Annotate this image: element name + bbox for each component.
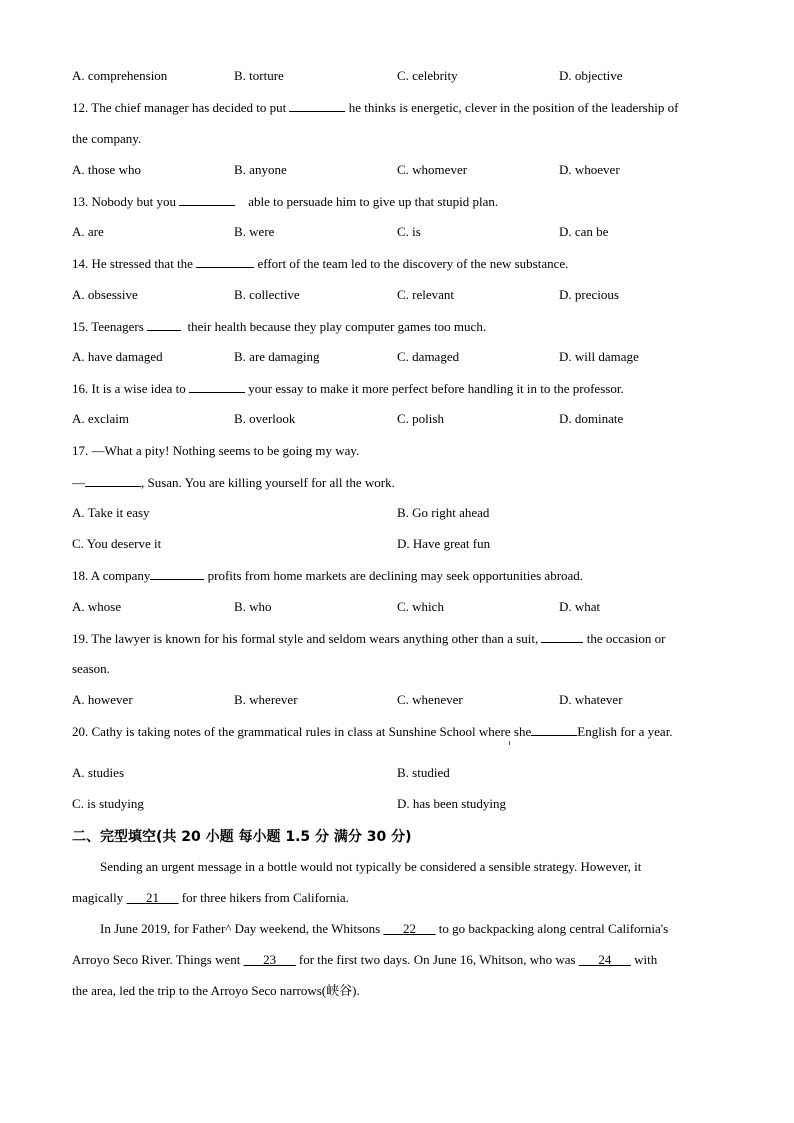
q13-stem-post: able to persuade him to give up that stupid plan. <box>248 194 499 209</box>
q19-blank <box>541 630 583 643</box>
passage-line-2 <box>72 890 349 906</box>
q13-option-b: B. were <box>234 224 275 239</box>
q16-stem-pre: 16. It is a wise idea to <box>72 381 189 396</box>
q19-option-a: A. however <box>72 692 133 707</box>
blank-24: ___24___ <box>578 952 631 967</box>
q18-option-a: A. whose <box>72 599 122 614</box>
q14-option-a: A. obsessive <box>72 287 138 302</box>
passage-line-4 <box>72 952 657 968</box>
q19-stem-pre: 19. The lawyer is known for his formal style and seldom wears anything other than a suit, <box>72 631 542 646</box>
q18-option-d: D. what <box>559 599 601 614</box>
q18-blank <box>150 567 204 580</box>
q16-option-d: D. dominate <box>559 411 624 426</box>
q19-stem-post: the occasion or <box>583 631 666 646</box>
q13-stem-pre: 13. Nobody but you <box>72 194 180 209</box>
q19-stem <box>72 630 665 647</box>
q15-blank <box>147 318 181 331</box>
q12-stem <box>72 99 678 116</box>
q17-option-b: B. Go right ahead <box>397 505 490 520</box>
q20-option-b: B. studied <box>397 765 450 780</box>
q12-blank <box>289 99 345 112</box>
q12-option-c: C. whomever <box>397 162 468 177</box>
q13-blank <box>179 193 235 206</box>
passage-text: Arroyo Seco River. Things went <box>72 952 244 967</box>
q19-option-d: D. whatever <box>559 692 623 707</box>
passage-line-5: the area, led the trip to the Arroyo Seco narrows(峡谷). <box>72 983 360 998</box>
q19-option-b: B. wherever <box>234 692 298 707</box>
q19-stem-cont: season. <box>72 661 110 676</box>
passage-text: In June 2019, for Father^ Day weekend, the Whitsons <box>100 921 384 936</box>
q15-stem-pre: 15. Teenagers <box>72 319 148 334</box>
q11-option-d: D. objective <box>559 68 623 83</box>
q12-stem-cont: the company. <box>72 131 142 146</box>
q14-stem-pre: 14. He stressed that the <box>72 256 197 271</box>
q15-option-d: D. will damage <box>559 349 639 364</box>
q18-option-c: C. which <box>397 599 444 614</box>
q15-option-a: A. have damaged <box>72 349 163 364</box>
q18-option-b: B. who <box>234 599 272 614</box>
q20-option-a: A. studies <box>72 765 124 780</box>
q14-option-d: D. precious <box>559 287 619 302</box>
q18-stem-post: profits from home markets are declining may seek opportunities abroad. <box>204 568 584 583</box>
q17-reply-post: , Susan. You are killing yourself for all the work. <box>141 475 395 490</box>
passage-line-1: Sending an urgent message in a bottle would not typically be considered a sensible strategy. However, it <box>100 859 642 874</box>
q18-stem <box>72 567 583 584</box>
q17-option-c: C. You deserve it <box>72 536 162 551</box>
q20-blank <box>531 723 577 736</box>
q14-blank <box>196 255 254 268</box>
passage-text: to go backpacking along central California's <box>435 921 669 936</box>
q11-option-b: B. torture <box>234 68 284 83</box>
q14-stem <box>72 255 568 272</box>
q15-option-c: C. damaged <box>397 349 460 364</box>
q20-stem-pre: 20. Cathy is taking notes of the grammatical rules in class at Sunshine School where she <box>72 724 532 739</box>
q16-stem-post: your essay to make it more perfect before handling it in to the professor. <box>244 381 624 396</box>
q20-option-d: D. has been studying <box>397 796 507 811</box>
q20-stem <box>72 723 673 740</box>
q12-option-b: B. anyone <box>234 162 287 177</box>
q20-option-c: C. is studying <box>72 796 144 811</box>
q13-option-a: A. are <box>72 224 104 239</box>
passage-text: with <box>630 952 658 967</box>
q17-option-d: D. Have great fun <box>397 536 491 551</box>
q11-option-c: C. celebrity <box>397 68 458 83</box>
q14-stem-post: effort of the team led to the discovery of the new substance. <box>254 256 569 271</box>
q13-option-d: D. can be <box>559 224 609 239</box>
q15-option-b: B. are damaging <box>234 349 320 364</box>
q16-option-c: C. polish <box>397 411 444 426</box>
q18-stem-pre: 18. A company <box>72 568 151 583</box>
q16-blank <box>189 380 245 393</box>
q13-option-c: C. is <box>397 224 421 239</box>
q15-stem <box>72 318 486 335</box>
blank-21: ___21___ <box>126 890 179 905</box>
stray-mark <box>509 741 510 745</box>
q17-reply-pre: — <box>72 475 85 490</box>
q16-option-a: A. exclaim <box>72 411 130 426</box>
q12-stem-pre: 12. The chief manager has decided to put <box>72 100 290 115</box>
q16-stem <box>72 380 624 397</box>
q14-option-b: B. collective <box>234 287 300 302</box>
q15-stem-post: their health because they play computer games too much. <box>184 319 487 334</box>
passage-text: magically <box>72 890 127 905</box>
q12-option-d: D. whoever <box>559 162 620 177</box>
q12-option-a: A. those who <box>72 162 141 177</box>
q20-stem-post: English for a year. <box>577 724 673 739</box>
q17-blank <box>85 474 141 487</box>
q17-option-a: A. Take it easy <box>72 505 150 520</box>
q12-stem-post: he thinks is energetic, clever in the position of the leadership of <box>345 100 679 115</box>
q13-stem <box>72 193 498 210</box>
section-heading-cloze: 二、完型填空(共 20 小题 每小题 1.5 分 满分 30 分) <box>72 829 412 845</box>
q11-option-a: A. comprehension <box>72 68 168 83</box>
q17-reply <box>72 474 395 491</box>
q16-option-b: B. overlook <box>234 411 296 426</box>
passage-text: for the first two days. On June 16, Whitson, who was <box>295 952 579 967</box>
passage-line-3 <box>100 921 668 937</box>
q17-stem: 17. —What a pity! Nothing seems to be going my way. <box>72 443 360 458</box>
passage-text: for three hikers from California. <box>178 890 349 905</box>
q14-option-c: C. relevant <box>397 287 455 302</box>
blank-23: ___23___ <box>243 952 296 967</box>
q19-option-c: C. whenever <box>397 692 463 707</box>
blank-22: ___22___ <box>383 921 436 936</box>
